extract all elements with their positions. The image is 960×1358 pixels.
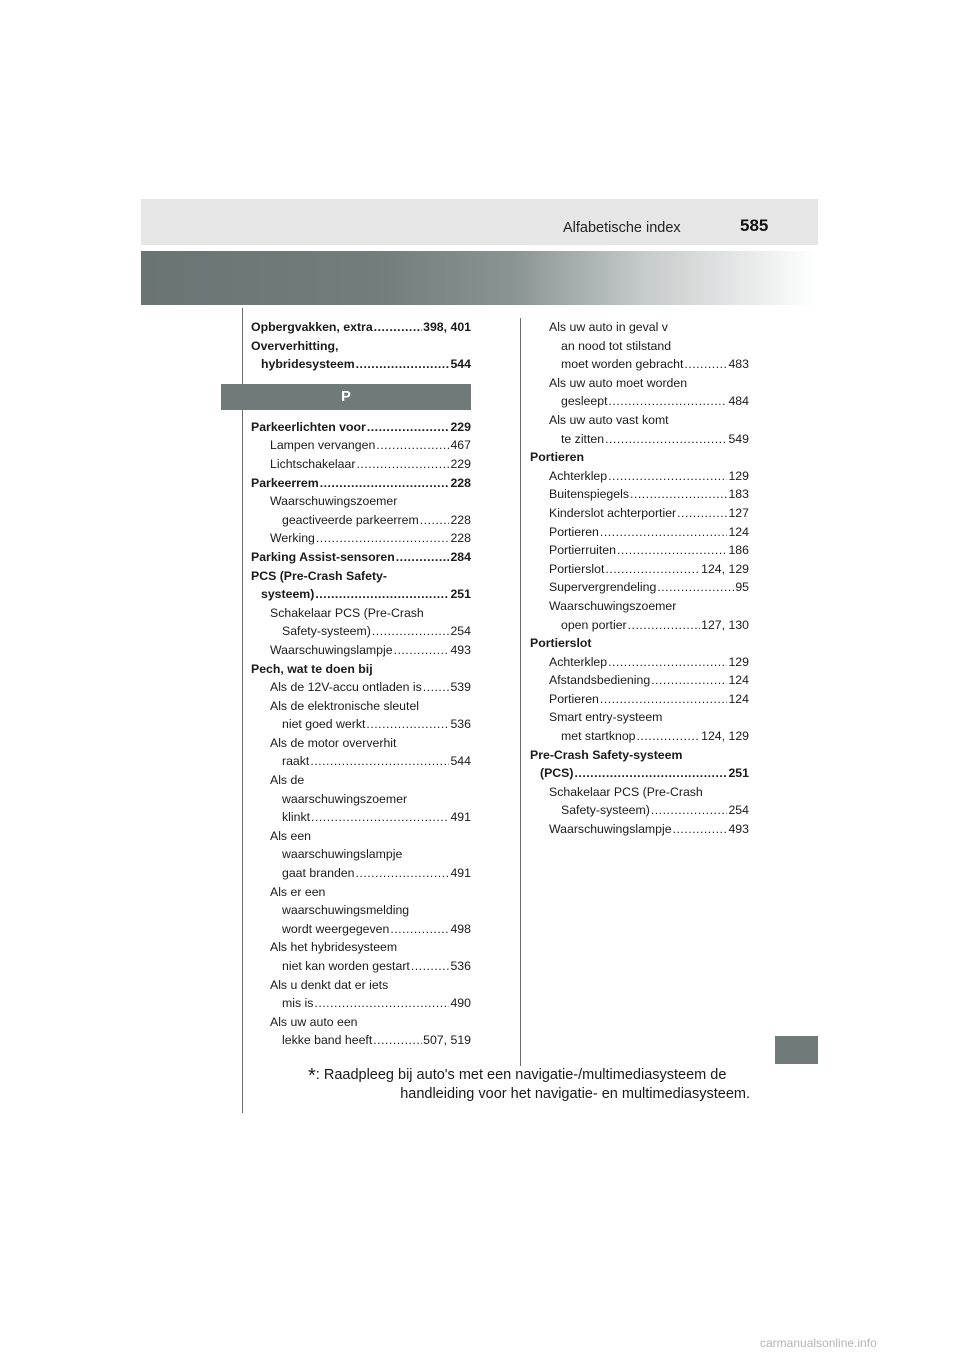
index-entry	[251, 790, 471, 809]
footnote-marker: *	[308, 1065, 316, 1087]
index-entry	[251, 548, 471, 567]
index-entry-term: Parking Assist-sensoren	[251, 549, 395, 564]
dot-leader	[628, 616, 700, 635]
index-column-left	[251, 318, 471, 1050]
index-entry	[251, 938, 471, 957]
index-entry-term: Parkeerrem	[251, 475, 319, 490]
index-entry-term: Smart entry-systeem	[549, 710, 663, 725]
index-entry	[530, 560, 749, 579]
index-entry-page: 467	[450, 438, 471, 453]
index-entry	[530, 504, 749, 523]
index-entry	[251, 474, 471, 493]
index-entry-term: Als uw auto een	[270, 1014, 358, 1029]
index-entry	[251, 808, 471, 827]
index-entry	[251, 883, 471, 902]
dot-leader	[376, 436, 449, 455]
index-entry-page: 549	[728, 431, 749, 446]
index-entry	[251, 994, 471, 1013]
index-group-p-continued	[530, 318, 749, 839]
index-entry-term: gaat branden	[282, 866, 355, 881]
index-entry	[251, 957, 471, 976]
dot-leader	[411, 957, 450, 976]
index-entry-term: Opbergvakken, extra	[251, 320, 373, 334]
index-entry-term: Achterklep	[549, 468, 608, 483]
index-entry-term: Safety-systeem)	[282, 624, 371, 639]
index-entry-term: Als uw auto moet worden	[549, 375, 688, 390]
index-entry	[530, 578, 749, 597]
index-entry-page: 493	[728, 822, 749, 837]
index-entry-term: Als een	[270, 828, 312, 843]
index-entry-term: Pech, wat te doen bij	[251, 661, 373, 676]
dot-leader	[617, 541, 727, 560]
index-group-o	[251, 318, 471, 374]
index-entry	[251, 622, 471, 641]
index-entry	[251, 1031, 471, 1050]
index-entry	[530, 523, 749, 542]
index-entry-term: Parkeerlichten voor	[251, 419, 366, 434]
index-entry-term: Supervergrendeling	[549, 580, 657, 595]
dot-leader	[608, 467, 727, 486]
index-entry	[251, 771, 471, 790]
index-entry	[530, 318, 749, 337]
index-entry-page: 491	[450, 866, 471, 881]
index-entry	[530, 820, 749, 839]
index-entry-page: 544	[450, 357, 471, 372]
index-entry	[530, 411, 749, 430]
index-entry	[530, 541, 749, 560]
index-entry-term: Waarschuwingslampje	[270, 642, 393, 657]
index-entry	[530, 448, 749, 467]
dot-leader	[396, 548, 450, 567]
footnote	[308, 1066, 750, 1104]
index-entry-term: Portierslot	[530, 636, 592, 651]
index-entry	[251, 337, 471, 356]
header-bar	[141, 199, 818, 245]
page-title: Alfabetische index	[563, 220, 681, 236]
index-entry	[251, 492, 471, 511]
dot-leader	[677, 504, 727, 523]
index-entry-term: Kinderslot achterportier	[549, 505, 677, 520]
index-entry	[251, 734, 471, 753]
index-entry	[251, 418, 471, 437]
index-entry-term: Safety-systeem)	[561, 803, 650, 818]
index-column-right	[530, 318, 749, 839]
dot-leader	[366, 715, 449, 734]
index-entry-page: 186	[728, 543, 749, 558]
index-entry	[530, 337, 749, 356]
index-entry-term: Waarschuwingslampje	[549, 822, 672, 837]
dot-leader	[310, 752, 449, 771]
index-entry-page: 129	[728, 468, 749, 483]
index-entry-page: 229	[450, 419, 471, 434]
index-entry	[251, 976, 471, 995]
dot-leader	[316, 529, 450, 548]
index-entry	[251, 455, 471, 474]
index-entry-term: Portieren	[549, 691, 599, 706]
index-entry-term: PCS (Pre-Crash Safety-	[251, 568, 387, 583]
index-entry-page: 484	[728, 394, 749, 409]
index-entry	[251, 585, 471, 604]
index-entry-term: Als de	[270, 773, 305, 788]
index-entry-term: Als u denkt dat er iets	[270, 977, 389, 992]
dot-leader	[314, 994, 449, 1013]
index-entry-term: Lampen vervangen	[270, 438, 376, 453]
index-entry	[251, 604, 471, 623]
index-entry-term: Portierruiten	[549, 543, 616, 558]
index-entry-page: 284	[450, 549, 471, 564]
index-entry	[530, 764, 749, 783]
index-entry-page: 536	[450, 959, 471, 973]
index-entry-term: an nood tot stilstand	[561, 338, 672, 353]
dot-leader	[605, 430, 727, 449]
dot-leader	[311, 808, 449, 827]
dot-leader	[637, 727, 701, 746]
footnote-line-1: : Raadpleeg bij auto's met een navigatie-/multimediasysteem de	[315, 1067, 727, 1083]
index-entry	[530, 392, 749, 411]
index-entry	[530, 616, 749, 635]
index-entry	[251, 355, 471, 374]
page-number: 585	[740, 216, 769, 235]
watermark-text: carmanualsonline.info	[760, 1336, 877, 1350]
index-entry	[530, 783, 749, 802]
index-entry-page: 228	[450, 531, 471, 546]
chapter-side-tab	[775, 1036, 818, 1064]
dot-leader	[684, 355, 727, 374]
index-entry-term: Als er een	[270, 884, 326, 899]
index-entry	[251, 864, 471, 883]
dot-leader	[356, 355, 450, 374]
index-entry-page: 254	[450, 624, 471, 639]
index-entry-page: 507, 519	[423, 1033, 471, 1048]
index-entry	[251, 511, 471, 530]
dot-leader	[605, 560, 700, 579]
index-entry	[530, 467, 749, 486]
dot-leader	[600, 523, 728, 542]
dot-leader	[420, 511, 450, 530]
index-entry	[530, 634, 749, 653]
index-entry-page: 124	[728, 524, 749, 539]
index-entry	[530, 690, 749, 709]
index-entry-term: moet worden gebracht	[561, 357, 684, 372]
dot-leader	[600, 690, 728, 709]
index-entry-term: te zitten	[561, 431, 605, 446]
index-entry-term: Als de 12V-accu ontladen is	[270, 680, 422, 695]
index-entry-term: Buitenspiegels	[549, 487, 629, 502]
index-entry-term: Als het hybridesysteem	[270, 940, 398, 955]
index-entry-term: gesleept	[561, 394, 608, 409]
index-entry-term: Werking	[270, 531, 315, 546]
index-entry	[251, 697, 471, 716]
section-letter-bar: P	[221, 384, 471, 410]
index-entry-term: Portieren	[530, 450, 584, 465]
index-entry-term: klinkt	[282, 810, 311, 825]
index-entry-page: 228	[450, 475, 471, 490]
index-entry-term: waarschuwingszoemer	[282, 791, 408, 806]
index-entry-term: Als uw auto vast komt	[549, 412, 669, 427]
index-entry	[530, 708, 749, 727]
dot-leader	[609, 392, 728, 411]
index-entry-term: Portierslot	[549, 561, 605, 576]
index-entry-term: Portieren	[549, 524, 599, 539]
index-entry	[251, 845, 471, 864]
index-entry	[530, 671, 749, 690]
index-entry-term: Oververhitting,	[251, 338, 339, 353]
dot-leader	[657, 578, 734, 597]
index-entry-term: Schakelaar PCS (Pre-Crash	[270, 605, 424, 620]
dot-leader	[423, 678, 450, 697]
index-entry-page: 493	[450, 642, 471, 657]
index-entry-term: Lichtschakelaar	[270, 456, 356, 471]
index-entry-page: 228	[450, 512, 471, 527]
index-entry-page: 539	[450, 680, 471, 695]
index-entry-term: wordt weergegeven	[282, 921, 390, 936]
index-entry-page: 95	[735, 580, 749, 595]
dot-leader	[367, 418, 450, 437]
dot-leader	[374, 318, 422, 337]
index-entry-term: raakt	[282, 754, 310, 769]
index-entry	[251, 901, 471, 920]
index-entry-page: 124, 129	[701, 561, 749, 576]
index-entry-page: 127	[728, 505, 749, 520]
index-entry-term: geactiveerde parkeerrem	[282, 512, 419, 527]
index-entry-page: 129	[728, 654, 749, 669]
index-entry	[251, 567, 471, 586]
index-entry-term: Als de motor oververhit	[270, 735, 397, 750]
dot-leader	[356, 455, 449, 474]
index-entry-page: 254	[728, 803, 749, 818]
index-entry-page: 398, 401	[423, 320, 471, 334]
index-entry	[251, 641, 471, 660]
index-entry-page: 483	[728, 357, 749, 372]
index-entry-term: lekke band heeft	[282, 1033, 373, 1048]
index-entry-page: 491	[450, 810, 471, 825]
index-entry	[251, 678, 471, 697]
index-entry	[530, 355, 749, 374]
index-entry-page: 536	[450, 717, 471, 732]
index-entry-page: 229	[450, 456, 471, 471]
footnote-line-2: handleiding voor het navigatie- en multimediasysteem.	[400, 1086, 750, 1102]
index-entry	[530, 746, 749, 765]
index-entry-term: niet goed werkt	[282, 717, 366, 732]
index-entry-term: Schakelaar PCS (Pre-Crash	[549, 784, 703, 799]
index-entry-page: 124	[728, 673, 749, 688]
index-entry	[530, 374, 749, 393]
index-entry-page: 490	[450, 996, 471, 1011]
index-entry-page: 251	[450, 587, 471, 602]
index-entry	[530, 653, 749, 672]
index-entry	[251, 436, 471, 455]
index-entry	[530, 801, 749, 820]
index-entry	[251, 1013, 471, 1032]
index-entry-term: mis is	[282, 996, 314, 1011]
header-gradient-band	[141, 251, 818, 305]
index-group-p	[251, 418, 471, 1050]
index-entry-term: Waarschuwingszoemer	[270, 494, 398, 509]
index-entry-term: hybridesysteem	[261, 357, 355, 372]
index-entry	[530, 727, 749, 746]
dot-leader	[574, 764, 727, 783]
index-entry-page: 124, 129	[701, 729, 749, 744]
dot-leader	[608, 653, 727, 672]
dot-leader	[315, 585, 449, 604]
index-entry-term: (PCS)	[540, 766, 574, 781]
index-entry	[251, 529, 471, 548]
index-entry	[251, 827, 471, 846]
index-entry-term: open portier	[561, 617, 627, 632]
column-divider	[520, 318, 521, 1066]
dot-leader	[651, 801, 728, 820]
index-entry	[530, 485, 749, 504]
index-entry-term: waarschuwingsmelding	[282, 903, 410, 918]
dot-leader	[373, 1031, 422, 1050]
dot-leader	[651, 671, 727, 690]
index-entry-page: 183	[728, 487, 749, 502]
margin-line	[242, 308, 243, 1113]
index-entry-term: Afstandsbediening	[549, 673, 651, 688]
index-entry-term: Waarschuwingszoemer	[549, 598, 677, 613]
index-entry-term: waarschuwingslampje	[282, 847, 403, 862]
index-entry-page: 127, 130	[701, 617, 749, 632]
index-entry	[251, 318, 471, 337]
dot-leader	[673, 820, 728, 839]
index-entry	[251, 715, 471, 734]
index-entry	[251, 660, 471, 679]
dot-leader	[355, 864, 449, 883]
dot-leader	[630, 485, 727, 504]
dot-leader	[372, 622, 450, 641]
index-entry-term: Pre-Crash Safety-systeem	[530, 747, 683, 762]
index-entry-term: Als uw auto in geval v	[549, 320, 668, 334]
index-entry-page: 498	[450, 921, 471, 936]
index-entry-term: systeem)	[261, 587, 315, 602]
index-entry	[251, 920, 471, 939]
index-entry	[251, 752, 471, 771]
index-entry-term: niet kan worden gestart	[282, 959, 410, 973]
index-entry-page: 251	[728, 766, 749, 781]
dot-leader	[320, 474, 450, 493]
index-entry-page: 124	[728, 691, 749, 706]
index-entry	[530, 597, 749, 616]
index-entry-term: Als de elektronische sleutel	[270, 698, 420, 713]
index-entry	[530, 430, 749, 449]
index-entry-term: met startknop	[561, 729, 636, 744]
dot-leader	[390, 920, 449, 939]
dot-leader	[394, 641, 450, 660]
index-entry-term: Achterklep	[549, 654, 608, 669]
index-entry-page: 544	[450, 754, 471, 769]
